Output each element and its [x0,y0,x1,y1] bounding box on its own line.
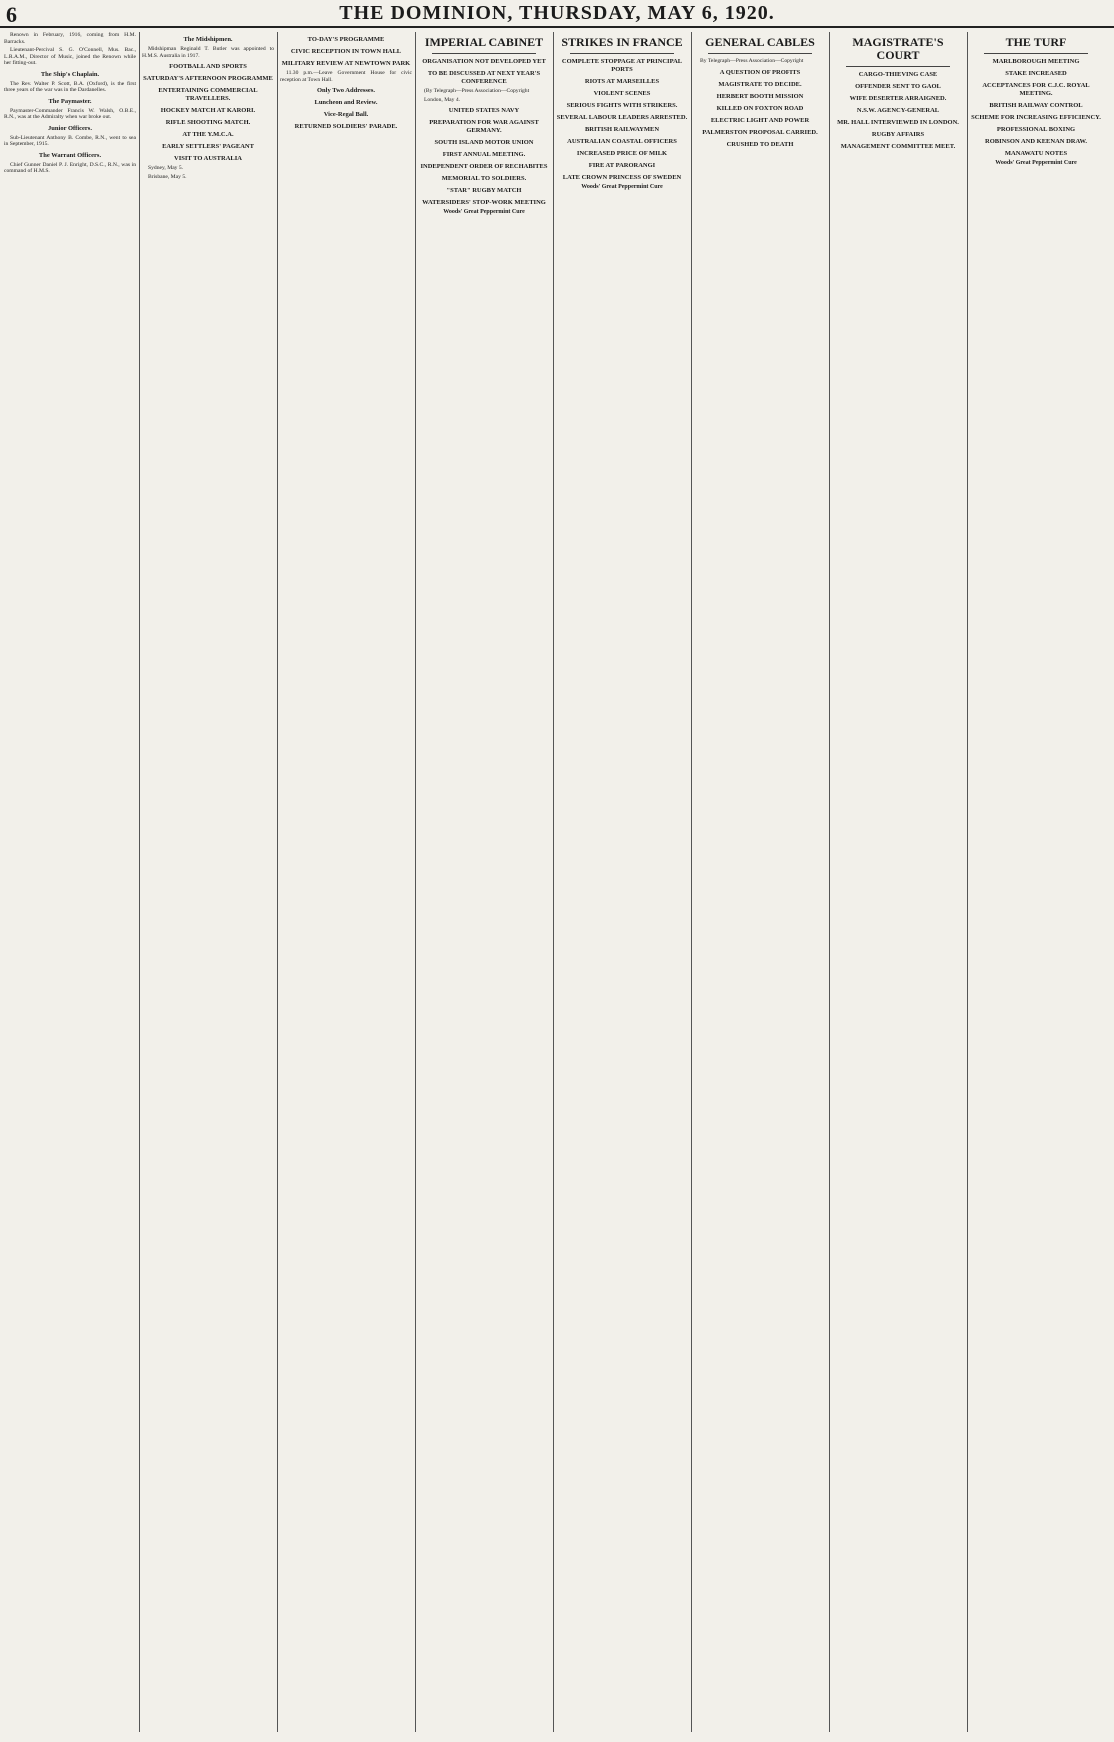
article-paragraph: By Telegraph—Press Association—Copyright [700,58,804,64]
article-headline: SOUTH ISLAND MOTOR UNION [434,139,534,146]
article-headline: MILITARY REVIEW AT NEWTOWN PARK [281,60,411,67]
column-1 [4,32,136,1732]
article-headline: EARLY SETTLERS' PAGEANT [162,143,254,150]
column-rule [967,32,968,1732]
article-headline: N.S.W. AGENCY-GENERAL [856,107,940,114]
advertisement: Woods' Great Peppermint Cure [581,184,663,190]
article-headline: FIRST ANNUAL MEETING. [442,151,526,158]
column-rule [277,32,278,1732]
article-headline: HOCKEY MATCH AT KARORI. [160,107,256,114]
article-headline: MAGISTRATE'S COURT [852,35,944,62]
column-rule [415,32,416,1732]
article-headline: CRUSHED TO DEATH [726,140,794,148]
page-number: 6 [6,2,17,27]
column-rule [139,32,140,1732]
article-headline: OFFENDER SENT TO GAOL [855,83,941,90]
article-headline: SCHEME FOR INCREASING EFFICIENCY. [971,114,1101,121]
article-headline: WIFE DESERTER ARRAIGNED. [849,95,947,102]
headline-rule [846,66,950,67]
article-headline: PROFESSIONAL BOXING [996,126,1076,133]
article-headline: A QUESTION OF PROFITS [719,68,801,76]
article-headline: BRITISH RAILWAYMEN [584,126,660,133]
article-headline: HERBERT BOOTH MISSION [716,92,804,100]
headline-rule [984,53,1088,54]
article-paragraph: (By Telegraph—Press Association—Copyright [424,88,530,94]
column-3 [280,32,412,1732]
article-headline: LATE CROWN PRINCESS OF SWEDEN [562,174,682,181]
column-rule [691,32,692,1732]
column-6 [694,32,826,1732]
article-headline: MAGISTRATE TO DECIDE. [718,80,802,88]
article-paragraph: Midshipman Reginald T. Butler was appointed to H.M.S. Australia in 1917. [142,46,274,59]
column-rule [829,32,830,1732]
article-headline: INDEPENDENT ORDER OF RECHABITES [420,163,548,170]
article-headline: KILLED ON FOXTON ROAD [716,104,804,112]
article-headline: VIOLENT SCENES [593,90,651,97]
article-headline: ELECTRIC LIGHT AND POWER [710,116,810,124]
article-headline: WATERSIDERS' STOP-WORK MEETING [422,199,546,206]
headline-rule [432,53,536,54]
article-headline: The Warrant Officers. [38,151,102,159]
article-paragraph: 11.30 p.m.—Leave Government House for civic reception at Town Hall. [280,70,412,83]
article-headline: SATURDAY'S AFTERNOON PROGRAMME [143,75,273,82]
article-paragraph: Lieutenant-Percival S. G. O'Connell, Mus. Bac., L.R.A.M., Director of Music, joined the Renown while her fitting-out. [4,47,136,66]
article-headline: ORGANISATION NOT DEVELOPED YET [422,58,546,65]
article-paragraph: London, May 4. [424,96,461,103]
article-paragraph: Paymaster-Commander Francis W. Walsh, O.B.E., R.N., was at the Admiralty when war broke out. [4,107,136,120]
article-headline: MANAWATU NOTES [1004,150,1068,157]
article-paragraph: Chief Gunner Daniel P. J. Enright, D.S.C., R.N., was in command of H.M.S. [4,161,136,174]
article-headline: Only Two Addresses. [317,87,375,94]
article-headline: "STAR" RUGBY MATCH [446,187,522,194]
article-headline: BRITISH RAILWAY CONTROL [989,102,1083,109]
advertisement: Woods' Great Peppermint Cure [443,209,525,215]
article-headline: TO BE DISCUSSED AT NEXT YEAR'S CONFERENCE [427,70,541,85]
newspaper-title: THE DOMINION, THURSDAY, MAY 6, 1920. [339,2,775,24]
article-headline: ROBINSON AND KEENAN DRAW. [985,138,1087,145]
article-headline: STRIKES IN FRANCE [561,35,683,49]
article-paragraph: Sydney, May 5. [148,165,184,171]
article-headline: UNITED STATES NAVY [448,107,520,114]
article-headline: Luncheon and Review. [314,99,378,106]
masthead [0,0,1114,28]
column-5 [556,32,688,1732]
article-headline: MARLBOROUGH MEETING [992,58,1080,65]
article-headline: FOOTBALL AND SPORTS [169,63,247,70]
article-headline: RETURNED SOLDIERS' PARADE. [294,123,398,130]
article-headline: AUSTRALIAN COASTAL OFFICERS [567,138,677,145]
article-headline: SEVERAL LABOUR LEADERS ARRESTED. [556,114,688,121]
article-headline: The Paymaster. [48,97,92,105]
article-headline: RIFLE SHOOTING MATCH. [165,119,251,126]
article-paragraph: Sub-Lieutenant Anthony B. Combe, R.N., went to sea in September, 1915. [4,134,136,147]
article-headline: FIRE AT PARORANGI [588,162,656,169]
article-headline: Vice-Regal Ball. [323,111,369,118]
article-headline: CIVIC RECEPTION IN TOWN HALL [290,48,402,55]
article-headline: MR. HALL INTERVIEWED IN LONDON. [837,119,959,126]
article-headline: The Ship's Chaplain. [40,70,100,78]
article-headline: GENERAL CABLES [705,35,815,49]
article-paragraph: Brisbane, May 5. [148,173,187,180]
article-headline: RIOTS AT MARSEILLES [584,78,660,85]
article-headline: STAKE INCREASED [1005,70,1067,77]
article-headline: ENTERTAINING COMMERCIAL TRAVELLERS. [158,87,258,102]
article-headline: COMPLETE STOPPAGE AT PRINCIPAL PORTS [561,58,683,73]
article-headline: MANAGEMENT COMMITTEE MEET. [840,143,956,150]
column-7 [832,32,964,1732]
headline-rule [570,53,674,54]
article-headline: The Midshipmen. [183,36,233,43]
column-8 [970,32,1102,1732]
article-headline: RUGBY AFFAIRS [871,131,925,138]
article-headline: INCREASED PRICE OF MILK [576,150,668,157]
article-headline: Junior Officers. [48,124,92,132]
article-headline: VISIT TO AUSTRALIA [174,155,242,162]
column-4 [418,32,550,1732]
article-headline: SERIOUS FIGHTS WITH STRIKERS. [566,102,678,109]
article-headline: PALMERSTON PROPOSAL CARRIED. [702,128,818,136]
article-headline: IMPERIAL CABINET [424,35,544,49]
advertisement: Woods' Great Peppermint Cure [995,160,1077,166]
article-paragraph: The Rev. Walter P. Scott, B.A. (Oxford), is the first three years of the war was in the Dardanelles. [4,80,136,93]
article-headline: AT THE Y.M.C.A. [182,131,234,138]
article-headline: CARGO-THIEVING CASE [858,71,938,78]
column-2 [142,32,274,1732]
article-headline: ACCEPTANCES FOR C.J.C. ROYAL MEETING. [982,82,1090,97]
column-rule [553,32,554,1732]
headline-rule [708,53,812,54]
article-headline: PREPARATION FOR WAR AGAINST GERMANY. [429,119,539,134]
article-headline: THE TURF [1005,35,1067,49]
article-headline: MEMORIAL TO SOLDIERS. [441,175,527,182]
article-headline: TO-DAY'S PROGRAMME [307,36,385,43]
article-paragraph: Renown in February, 1916, coming from H.M. Barracks. [4,32,136,45]
